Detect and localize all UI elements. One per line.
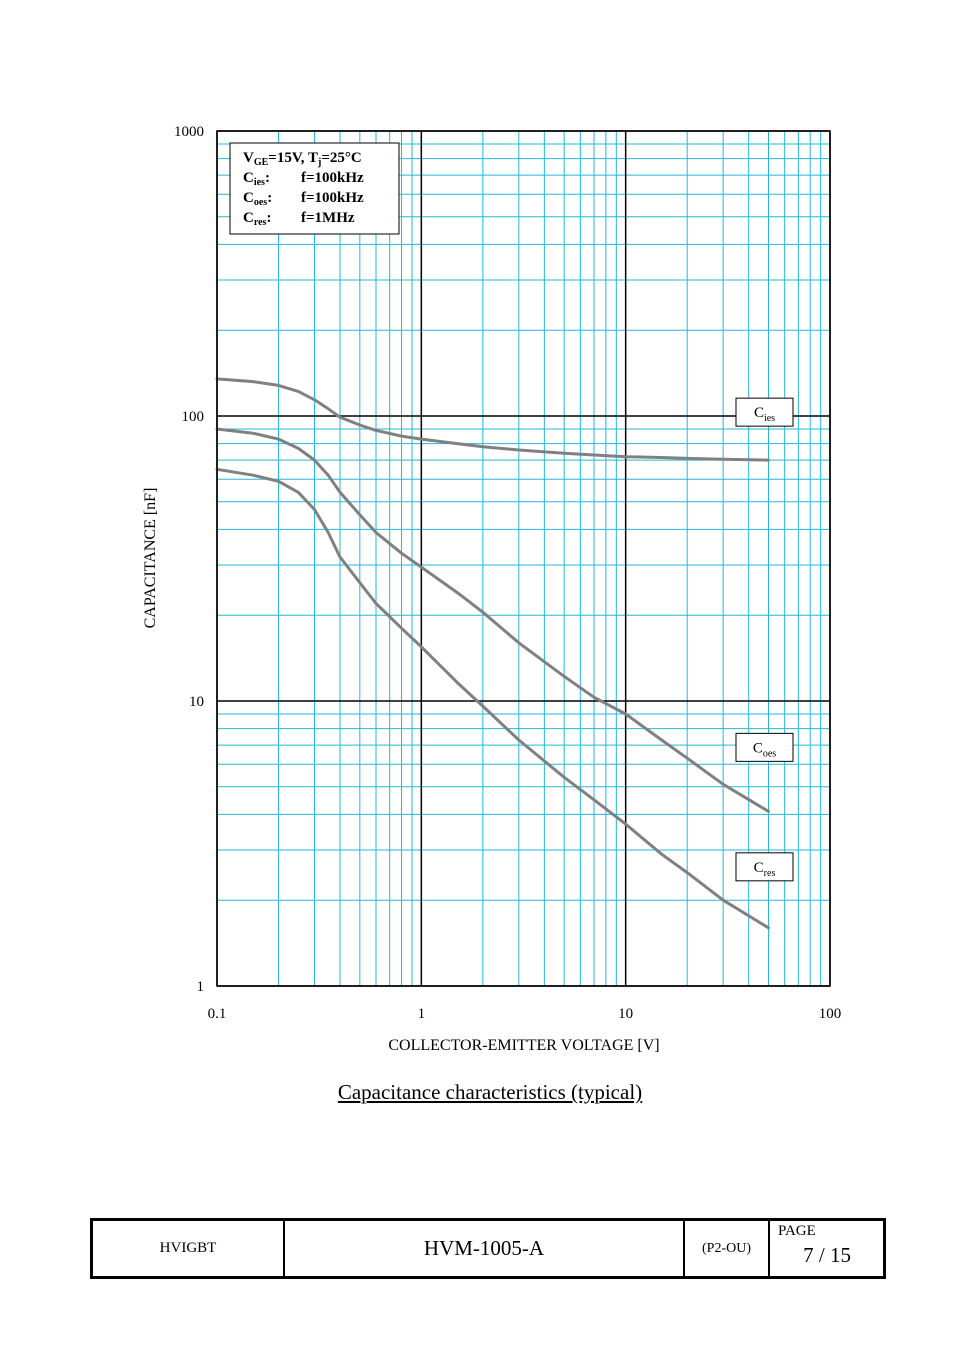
x-tick-labels xyxy=(208,1006,842,1022)
condition-value: f=100kHz xyxy=(301,190,364,206)
series-label-text: $C_{ies}$ xyxy=(753,405,776,425)
y-tick-label: 10 xyxy=(189,694,204,710)
footer-product: HVIGBT xyxy=(92,1220,285,1278)
series-label-text: $C_{res}$ xyxy=(753,859,776,879)
footer-table xyxy=(90,1218,886,1279)
condition-line: $V_{GE}=15V$, $T_j=25^\circ C$ xyxy=(243,150,362,168)
condition-line: $C_{ies}$: xyxy=(243,170,270,188)
footer-page-label: PAGE xyxy=(778,1223,816,1239)
y-tick-label: 100 xyxy=(181,409,204,425)
y-tick-label: 1000 xyxy=(174,124,204,140)
y-axis-label: CAPACITANCE [nF] xyxy=(142,487,159,629)
series-line-coes xyxy=(217,429,769,811)
y-tick-labels xyxy=(174,124,204,995)
series-label-text: $C_{oes}$ xyxy=(752,740,777,760)
condition-line: $C_{res}$: xyxy=(243,210,272,228)
series-label-cres xyxy=(736,853,793,881)
footer-page-cell xyxy=(769,1220,885,1278)
series-label-coes xyxy=(736,733,793,761)
x-tick-label: 0.1 xyxy=(207,1006,227,1022)
series-line-cres xyxy=(217,469,769,928)
x-tick-label: 10 xyxy=(618,1006,634,1022)
conditions-box xyxy=(230,143,399,234)
footer-code: (P2-OU) xyxy=(684,1220,769,1278)
x-axis-label: COLLECTOR-EMITTER VOLTAGE [V] xyxy=(388,1037,660,1054)
condition-value: f=1MHz xyxy=(301,210,355,226)
condition-value: f=100kHz xyxy=(301,170,364,186)
y-tick-label: 1 xyxy=(196,979,204,995)
footer-document-number: HVM-1005-A xyxy=(284,1220,684,1278)
x-tick-label: 1 xyxy=(417,1006,426,1022)
curves xyxy=(217,379,769,928)
footer-page-number: 7 / 15 xyxy=(803,1243,851,1267)
series-label-cies xyxy=(736,398,793,426)
condition-line: $C_{oes}$: xyxy=(243,190,273,208)
x-tick-label: 100 xyxy=(818,1006,842,1022)
figure-caption: Capacitance characteristics (typical) xyxy=(337,1080,643,1104)
